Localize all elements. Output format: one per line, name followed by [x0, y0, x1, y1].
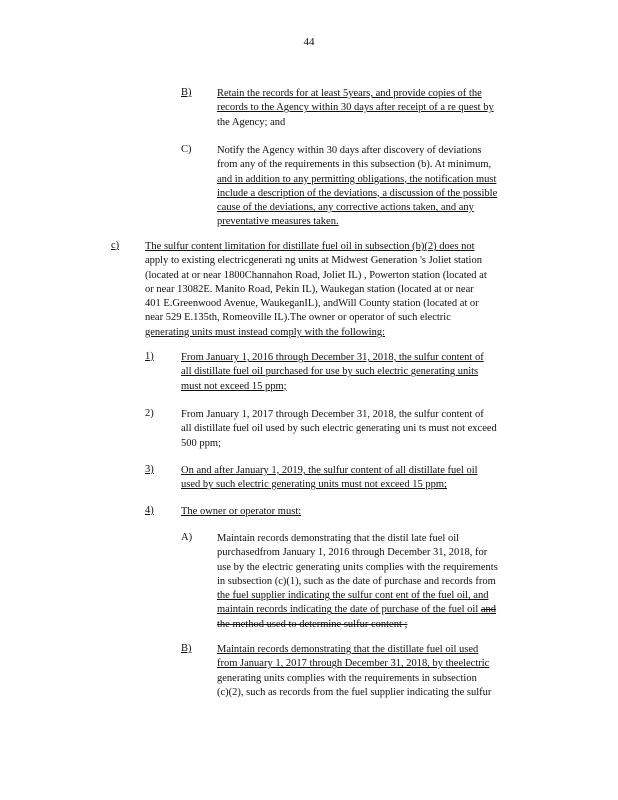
text-line: The sulfur content limitation for distillate fuel oil in subsection (b)(2) does not [145, 241, 475, 252]
text-line: used by such electric generating units must not exceed 15 ppm; [181, 479, 447, 491]
text-line: must not exceed 15 ppm; [181, 380, 287, 392]
text-line: the Agency; and [217, 116, 286, 128]
text-line: From January 1, 2017 through December 31, 2018, the sulfur content of [181, 409, 484, 420]
text-line: all distillate fuel oil used by such electric generating uni ts must not exceed [181, 423, 497, 435]
text-line: from January 1, 2017 through December 31, 2018, by theelectric [217, 658, 490, 670]
text-line: Maintain records demonstrating that the distillate fuel oil used [217, 644, 479, 655]
item-c-text [217, 144, 537, 230]
text-line: On and after January 1, 2019, the sulfur content of all distillate fuel oil [181, 465, 478, 476]
text-line: Maintain records demonstrating that the distil late fuel oil [217, 533, 460, 544]
text-line: the fuel supplier indicating the sulfur cont ent of the fuel oil, and [217, 590, 489, 602]
text-line: preventative measures taken. [217, 216, 339, 228]
text-line: 500 ppm; [181, 437, 221, 449]
item-c1-text [181, 351, 537, 394]
item-label-c4a: A) [181, 532, 193, 543]
item-label-c4: 4) [145, 505, 154, 516]
text-line: all distillate fuel oil purchased for use by such electric generating units [181, 366, 479, 378]
item-c4b-text [217, 643, 537, 700]
item-label-c4b: B) [181, 643, 192, 654]
text-line: in subsection (c)(1), such as the date of purchase and records from [217, 575, 496, 587]
struck-line: the method used to determine sulfur content ; [217, 618, 408, 630]
page-number: 44 [303, 36, 315, 48]
item-c3-text [181, 464, 537, 493]
text-line: generating units must instead comply with the following: [145, 326, 386, 338]
text-line: include a description of the deviations, a discussion of the possible [217, 187, 498, 199]
item-label-c3: 3) [145, 464, 154, 475]
item-b-text [217, 87, 537, 130]
text-line: records to the Agency within 30 days after receipt of a re quest by [217, 102, 494, 114]
text-line: The owner or operator must: [181, 506, 302, 517]
item-label-c1: 1) [145, 351, 154, 362]
text-line: or near 13082E. Manito Road, Pekin IL), Waukegan station (located at or near [145, 283, 474, 295]
text-line: Notify the Agency within 30 days after discovery of deviations [217, 145, 482, 156]
text-segment: maintain records indicating the date of purchase of the fuel oil [217, 604, 479, 616]
item-c4a-text [217, 532, 537, 632]
section-label-c: c) [111, 240, 120, 251]
text-line: (c)(2), such as records from the fuel supplier indicating the sulfur [217, 686, 492, 698]
text-line: apply to existing electricgenerati ng units at Midwest Generation 's Joliet station [145, 255, 482, 267]
text-line: (located at or near 1800Channahon Road, Joliet IL) , Powerton station (located at [145, 269, 487, 281]
text-line: use by the electric generating units complies with the requirements [217, 561, 498, 573]
text-line: from any of the requirements in this subsection (b). At minimum, [217, 159, 492, 171]
text-line-with-strike [217, 603, 537, 617]
text-line: From January 1, 2016 through December 31, 2018, the sulfur content of [181, 352, 484, 363]
item-c2-text [181, 408, 537, 451]
item-label-c: C) [181, 144, 192, 155]
text-line: cause of the deviations, any corrective actions taken, and any [217, 202, 474, 214]
item-label-c2: 2) [145, 408, 154, 419]
text-line: near 529 E.135th, Romeoville IL).The owner or operator of such electric [145, 312, 451, 324]
text-line: purchasedfrom January 1, 2016 through December 31, 2018, for [217, 547, 488, 559]
item-label-b: B) [181, 87, 192, 98]
section-c-text [145, 240, 537, 340]
struck-text: and [480, 604, 497, 616]
text-line: Retain the records for at least 5years, and provide copies of the [217, 88, 482, 99]
text-line: and in addition to any permitting obligations, the notification must [217, 173, 497, 185]
text-line: generating units complies with the requirements in subsection [217, 672, 477, 684]
text-line: 401 E.Greenwood Avenue, WaukeganIL), andWill County station (located at or [145, 298, 479, 310]
item-c4-text [181, 505, 537, 519]
